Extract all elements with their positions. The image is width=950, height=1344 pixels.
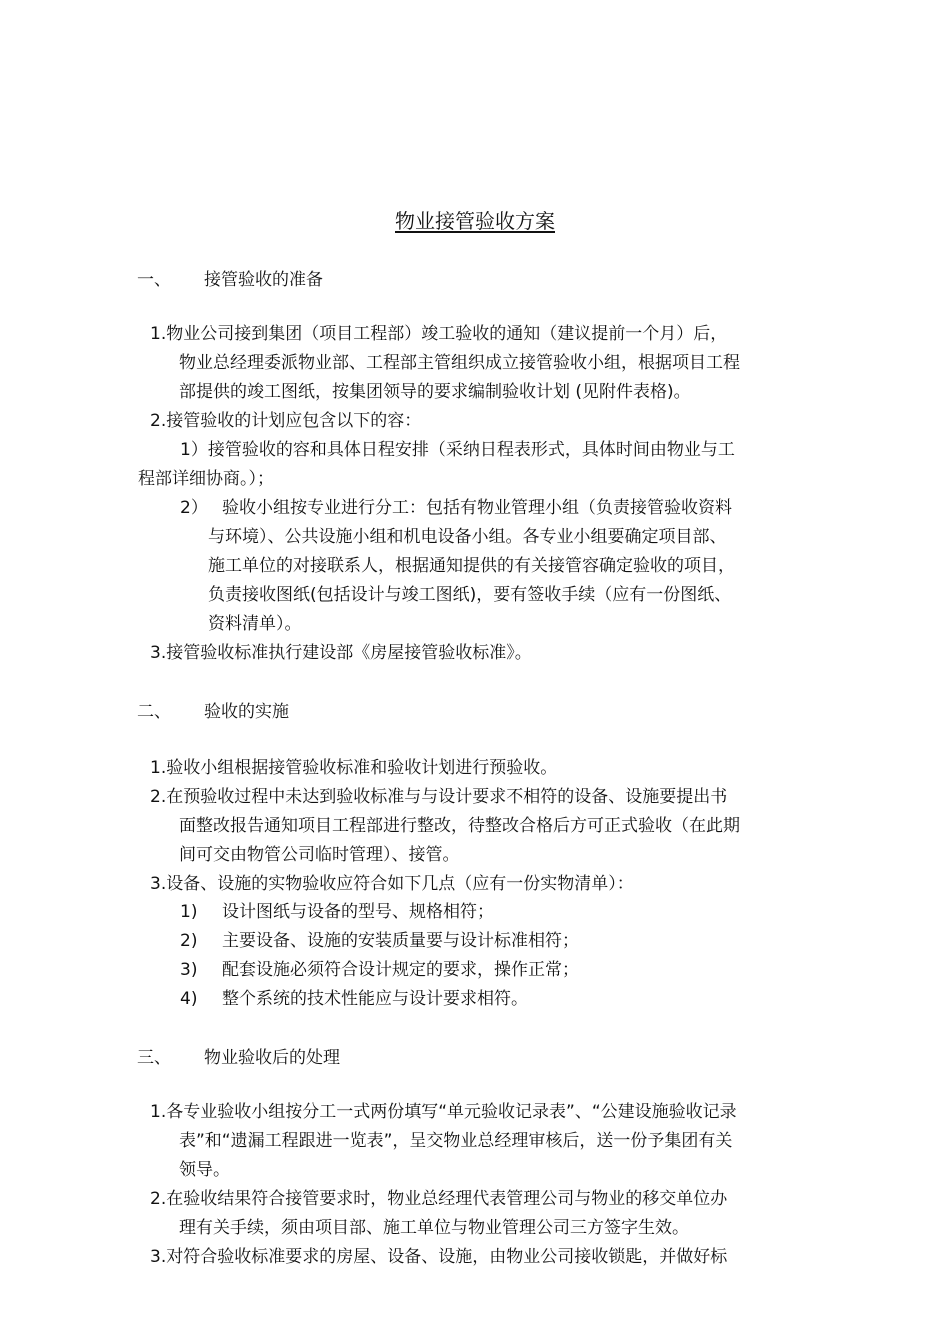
section-heading-3: 三、 物业验收后的处理: [137, 1048, 340, 1068]
document-title: 物业接管验收方案: [395, 209, 555, 233]
s2-paragraph-2: 2.在预验收过程中未达到验收标准与与设计要求不相符的设备、设施要提出书 面整改报告通知项目工程部进行整改，待整改合格后方可正式验收（在此期 间可交由物管公司临时管理）、接管。: [150, 787, 740, 865]
s2-item-4: 4) 整个系统的技术性能应与设计要求相符。: [180, 989, 528, 1009]
s2-item-3: 3) 配套设施必须符合设计规定的要求，操作正常；: [180, 960, 579, 980]
s2-paragraph-3: 3.设备、设施的实物验收应符合如下几点（应有一份实物清单）：: [150, 874, 634, 894]
s1-paragraph-3: 3.接管验收标准执行建设部《房屋接管验收标准》。: [150, 643, 532, 663]
section-heading-2: 二、 验收的实施: [137, 702, 289, 722]
s2-item-2: 2) 主要设备、设施的安装质量要与设计标准相符；: [180, 931, 579, 951]
s1-paragraph-2b: 2） 验收小组按专业进行分工：包括有物业管理小组（负责接管验收资料 与环境）、公共设施小组和机电设备小组。各专业小组要确定项目部、 施工单位的对接联系人，根据通知提供的有关接管容确定验收的项目， 负责接收图纸(包括设计与竣工图纸)，要有签收手续（应有一份图纸、 资料清单）。: [180, 498, 735, 634]
s1-paragraph-2: 2.接管验收的计划应包含以下的容：: [150, 411, 422, 431]
s1-paragraph-2a: 1）接管验收的容和具体日程安排（采纳日程表形式，具体时间由物业与工 程部详细协商。）；: [138, 440, 735, 489]
s3-paragraph-3: 3.对符合验收标准要求的房屋、设备、设施，由物业公司接收锁匙，并做好标: [150, 1247, 728, 1267]
section-heading-1: 一、 接管验收的准备: [137, 270, 323, 290]
s1-paragraph-1: 1.物业公司接到集团（项目工程部）竣工验收的通知（建议提前一个月）后， 物业总经理委派物业部、工程部主管组织成立接管验收小组，根据项目工程 部提供的竣工图纸，按集团领导的要求编制验收计划 (见附件表格)。: [150, 324, 740, 402]
s3-paragraph-2: 2.在验收结果符合接管要求时，物业总经理代表管理公司与物业的移交单位办 理有关手续，须由项目部、施工单位与物业管理公司三方签字生效。: [150, 1189, 728, 1238]
s2-paragraph-1: 1.验收小组根据接管验收标准和验收计划进行预验收。: [150, 758, 558, 778]
s2-item-1: 1) 设计图纸与设备的型号、规格相符；: [180, 902, 494, 922]
s3-paragraph-1: 1.各专业验收小组按分工一式两份填写“单元验收记录表”、“公建设施验收记录 表”和“遗漏工程跟进一览表”，呈交物业总经理审核后，送一份予集团有关 领导。: [150, 1102, 737, 1180]
